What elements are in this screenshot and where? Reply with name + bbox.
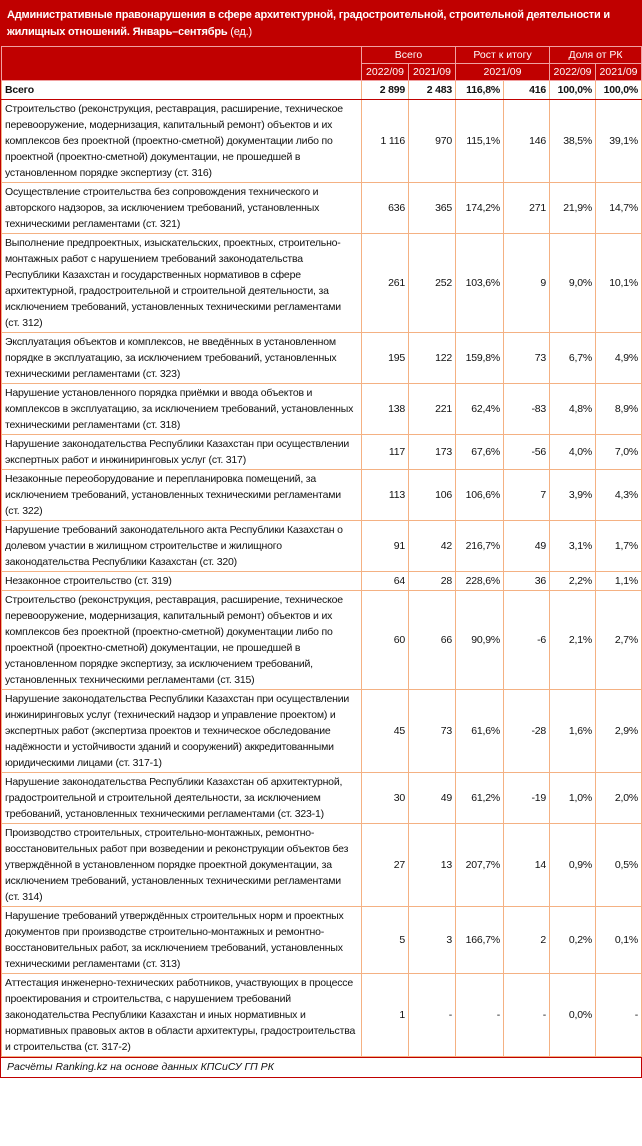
value-2022: 27	[362, 824, 409, 907]
row-label: Нарушение законодательства Республики Казахстан при осуществлении инжиниринговых услуг (технический надзор и управление проектом) и экспертных работ (экспертиза проектов и техническое обследование надёжности и устойчивости зданий и сооружений) аккредитованными юридическими лицами (ст. 317-1)	[2, 690, 362, 773]
table-row	[2, 333, 642, 384]
growth-diff: 9	[504, 234, 550, 333]
value-2021: 970	[409, 100, 456, 183]
growth-pct: 166,7%	[456, 907, 504, 974]
header-share-2022: 2022/09	[550, 64, 596, 81]
share-2022: 4,0%	[550, 435, 596, 470]
value-2022: 2 899	[362, 81, 409, 100]
share-2022: 0,2%	[550, 907, 596, 974]
value-2021: 66	[409, 591, 456, 690]
growth-diff: -	[504, 974, 550, 1057]
row-label: Аттестация инженерно-технических работников, участвующих в процессе проектирования и строительства, с нарушением требований законодательства Республики Казахстан и иных нормативных и нормативных правовых актов в области архитектуры, градостроительства и строительства (ст. 317-2)	[2, 974, 362, 1057]
value-2022: 45	[362, 690, 409, 773]
share-2022: 3,1%	[550, 521, 596, 572]
growth-diff: -6	[504, 591, 550, 690]
row-label: Нарушение законодательства Республики Казахстан об архитектурной, градостроительной и строительной деятельности, за исключением требований, установленных техническими регламентами (ст. 323-1)	[2, 773, 362, 824]
header-growth: Рост к итогу	[456, 47, 550, 64]
growth-diff: 49	[504, 521, 550, 572]
header-growth-year: 2021/09	[456, 64, 550, 81]
header-2022: 2022/09	[362, 64, 409, 81]
share-2022: 1,0%	[550, 773, 596, 824]
growth-pct: -	[456, 974, 504, 1057]
share-2021: 39,1%	[596, 100, 642, 183]
growth-diff: 271	[504, 183, 550, 234]
share-2021: 100,0%	[596, 81, 642, 100]
row-label: Незаконное строительство (ст. 319)	[2, 572, 362, 591]
share-2021: 7,0%	[596, 435, 642, 470]
table-row	[2, 435, 642, 470]
value-2021: 106	[409, 470, 456, 521]
growth-pct: 62,4%	[456, 384, 504, 435]
unit-label: (ед.)	[230, 26, 252, 38]
growth-diff: -83	[504, 384, 550, 435]
value-2021: 42	[409, 521, 456, 572]
table-row	[2, 234, 642, 333]
value-2022: 261	[362, 234, 409, 333]
share-2022: 2,1%	[550, 591, 596, 690]
header-share-2021: 2021/09	[596, 64, 642, 81]
growth-pct: 90,9%	[456, 591, 504, 690]
share-2021: -	[596, 974, 642, 1057]
row-label: Нарушение требований законодательного акта Республики Казахстан о долевом участии в жилищном строительстве и жилищного законодательства Республики Казахстан (ст. 320)	[2, 521, 362, 572]
value-2021: 73	[409, 690, 456, 773]
share-2022: 1,6%	[550, 690, 596, 773]
row-label: Выполнение предпроектных, изыскательских, проектных, строительно-монтажных работ с нарушением требований законодательства Республики Казахстан и государственных нормативов в сфере архитектурной, градостроительной и строительной деятельности, за исключением требований, установленных техническими регламентами (ст. 312)	[2, 234, 362, 333]
value-2021: 13	[409, 824, 456, 907]
growth-pct: 116,8%	[456, 81, 504, 100]
table-row	[2, 974, 642, 1057]
header-share: Доля от РК	[550, 47, 642, 64]
value-2021: 221	[409, 384, 456, 435]
growth-diff: 2	[504, 907, 550, 974]
share-2021: 14,7%	[596, 183, 642, 234]
share-2022: 6,7%	[550, 333, 596, 384]
header-total: Всего	[362, 47, 456, 64]
share-2021: 4,3%	[596, 470, 642, 521]
share-2022: 38,5%	[550, 100, 596, 183]
value-2021: 252	[409, 234, 456, 333]
value-2021: 365	[409, 183, 456, 234]
row-label: Производство строительных, строительно-монтажных, ремонтно-восстановительных работ при возведении и реконструкции объектов без утверждённой в установленном порядке проектной документации, за исключением требований, установленных техническими регламентами (ст. 314)	[2, 824, 362, 907]
share-2021: 10,1%	[596, 234, 642, 333]
header-blank	[2, 47, 362, 81]
table-row	[2, 470, 642, 521]
table-row	[2, 824, 642, 907]
share-2022: 0,9%	[550, 824, 596, 907]
growth-diff: 7	[504, 470, 550, 521]
table-row	[2, 773, 642, 824]
growth-pct: 159,8%	[456, 333, 504, 384]
row-label: Нарушение требований утверждённых строительных норм и проектных документов при производстве строительно-монтажных и ремонтно-восстановительных работ, за исключением требований, установленных техническими регламентами (ст. 313)	[2, 907, 362, 974]
share-2021: 8,9%	[596, 384, 642, 435]
share-2022: 4,8%	[550, 384, 596, 435]
share-2021: 4,9%	[596, 333, 642, 384]
value-2022: 1 116	[362, 100, 409, 183]
share-2022: 21,9%	[550, 183, 596, 234]
value-2022: 636	[362, 183, 409, 234]
violations-table	[1, 46, 642, 1057]
value-2022: 138	[362, 384, 409, 435]
row-label: Всего	[2, 81, 362, 100]
value-2022: 91	[362, 521, 409, 572]
share-2022: 0,0%	[550, 974, 596, 1057]
growth-diff: -28	[504, 690, 550, 773]
table-row	[2, 521, 642, 572]
value-2022: 64	[362, 572, 409, 591]
growth-diff: -56	[504, 435, 550, 470]
share-2021: 0,1%	[596, 907, 642, 974]
growth-diff: -19	[504, 773, 550, 824]
growth-pct: 216,7%	[456, 521, 504, 572]
share-2022: 2,2%	[550, 572, 596, 591]
source-footnote: Расчёты Ranking.kz на основе данных КПСиСУ ГП РК	[1, 1057, 641, 1077]
growth-pct: 174,2%	[456, 183, 504, 234]
row-label: Строительство (реконструкция, реставрация, расширение, техническое перевооружение, модернизация, капитальный ремонт) объектов и их комплексов без проектной (проектно-сметной) документации либо по проектной (проектно-сметной) документации, не прошедшей в установленном порядке экспертизу, за исключением требований, установленных техническими регламентами (ст. 315)	[2, 591, 362, 690]
share-2022: 9,0%	[550, 234, 596, 333]
value-2021: 122	[409, 333, 456, 384]
value-2021: 3	[409, 907, 456, 974]
share-2022: 100,0%	[550, 81, 596, 100]
table-title	[1, 1, 641, 46]
table-row	[2, 384, 642, 435]
table-row	[2, 591, 642, 690]
row-label: Нарушение установленного порядка приёмки и ввода объектов и комплексов в эксплуатацию, за исключением требований, установленных техническими регламентами (ст. 318)	[2, 384, 362, 435]
share-2021: 1,7%	[596, 521, 642, 572]
header-2021: 2021/09	[409, 64, 456, 81]
value-2021: 2 483	[409, 81, 456, 100]
growth-pct: 115,1%	[456, 100, 504, 183]
growth-pct: 207,7%	[456, 824, 504, 907]
growth-diff: 36	[504, 572, 550, 591]
row-label: Эксплуатация объектов и комплексов, не введённых в установленном порядке в эксплуатацию, за исключением требований, установленных техническими регламентами (ст. 323)	[2, 333, 362, 384]
value-2022: 30	[362, 773, 409, 824]
growth-pct: 228,6%	[456, 572, 504, 591]
row-label: Осуществление строительства без сопровождения технического и авторского надзоров, за исключением требований, установленных техническими регламентами (ст. 321)	[2, 183, 362, 234]
value-2021: 173	[409, 435, 456, 470]
title-text: Административные правонарушения в сфере архитектурной, градостроительной, строительной деятельности и жилищных отношений. Январь–сентябрь	[7, 9, 610, 38]
value-2022: 195	[362, 333, 409, 384]
value-2021: 28	[409, 572, 456, 591]
row-label: Нарушение законодательства Республики Казахстан при осуществлении экспертных работ и инжиниринговых услуг (ст. 317)	[2, 435, 362, 470]
value-2021: -	[409, 974, 456, 1057]
share-2021: 1,1%	[596, 572, 642, 591]
table-row	[2, 183, 642, 234]
share-2021: 2,7%	[596, 591, 642, 690]
growth-pct: 67,6%	[456, 435, 504, 470]
value-2022: 60	[362, 591, 409, 690]
table-row	[2, 572, 642, 591]
share-2021: 2,9%	[596, 690, 642, 773]
growth-diff: 416	[504, 81, 550, 100]
growth-diff: 146	[504, 100, 550, 183]
value-2022: 5	[362, 907, 409, 974]
growth-diff: 73	[504, 333, 550, 384]
share-2022: 3,9%	[550, 470, 596, 521]
growth-pct: 61,6%	[456, 690, 504, 773]
share-2021: 0,5%	[596, 824, 642, 907]
value-2022: 117	[362, 435, 409, 470]
value-2022: 1	[362, 974, 409, 1057]
growth-pct: 61,2%	[456, 773, 504, 824]
table-row	[2, 100, 642, 183]
value-2021: 49	[409, 773, 456, 824]
share-2021: 2,0%	[596, 773, 642, 824]
growth-diff: 14	[504, 824, 550, 907]
row-label: Строительство (реконструкция, реставрация, расширение, техническое перевооружение, модернизация, капитальный ремонт) объектов и их комплексов без проектной (проектно-сметной) документации либо по проектной (проектно-сметной) документации, не прошедшей в установленном порядке экспертизу (ст. 316)	[2, 100, 362, 183]
value-2022: 113	[362, 470, 409, 521]
growth-pct: 106,6%	[456, 470, 504, 521]
table-row	[2, 907, 642, 974]
row-label: Незаконные переоборудование и перепланировка помещений, за исключением требований, установленных техническими регламентами (ст. 322)	[2, 470, 362, 521]
total-row	[2, 81, 642, 100]
growth-pct: 103,6%	[456, 234, 504, 333]
table-row	[2, 690, 642, 773]
